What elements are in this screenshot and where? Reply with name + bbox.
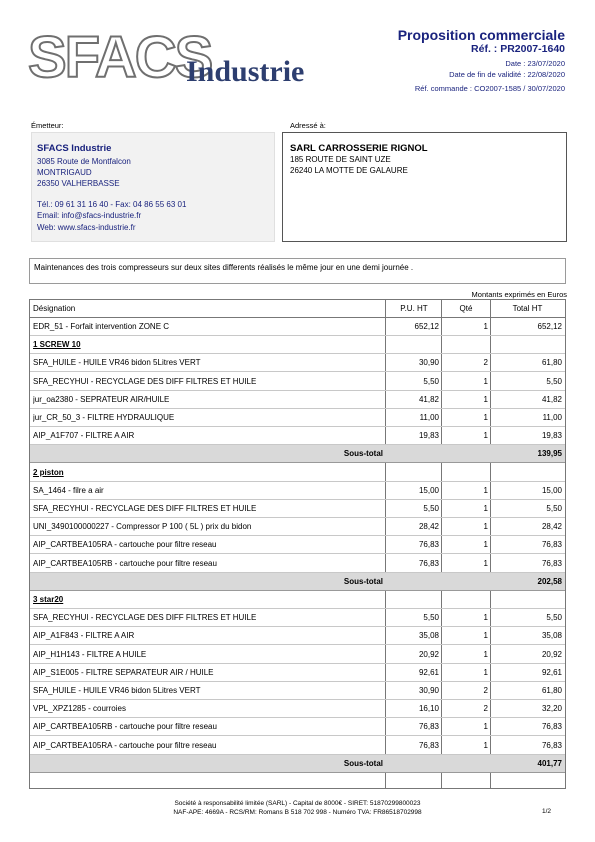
cell-designation: AIP_A1F707 - FILTRE A AIR	[33, 431, 135, 441]
subtotal-row	[30, 445, 565, 463]
cell-total: 35,08	[541, 631, 562, 641]
cell-quantity: 1	[483, 649, 488, 659]
header-unit-price: P.U. HT	[400, 304, 428, 313]
cell-quantity: 1	[483, 322, 488, 331]
validity-date: Date de fin de validité : 22/08/2020	[449, 70, 565, 79]
cell-designation: AIP_A1F843 - FILTRE A AIR	[33, 631, 135, 641]
cell-unit-price: 20,92	[418, 649, 439, 659]
issuer-website: Web: www.sfacs-industrie.fr	[37, 223, 136, 232]
cell-unit-price: 41,82	[418, 394, 439, 404]
cell-unit-price: 16,10	[418, 704, 439, 714]
cell-designation: AIP_CARTBEA105RA - cartouche pour filtre reseau	[33, 740, 217, 750]
table-row	[30, 646, 565, 664]
cell-designation: EDR_51 - Forfait intervention ZONE C	[33, 322, 170, 331]
subtotal-value: 139,95	[537, 449, 562, 459]
document-title: Proposition commerciale	[397, 27, 565, 43]
cell-unit-price: 11,00	[419, 413, 439, 422]
table-row	[30, 318, 565, 336]
cell-unit-price: 30,90	[418, 358, 439, 368]
cell-quantity: 1	[483, 504, 488, 513]
recipient-address-line: 185 ROUTE DE SAINT UZE	[290, 155, 391, 164]
cell-total: 41,82	[541, 394, 562, 404]
document-reference: Réf. : PR2007-1640	[471, 43, 565, 55]
subtotal-label: Sous-total	[343, 449, 383, 459]
subtotal-value: 401,77	[537, 758, 562, 768]
recipient-label: Adressé à:	[290, 121, 326, 130]
table-row	[30, 409, 565, 427]
page-number: 1/2	[541, 808, 551, 815]
recipient-name: SARL CARROSSERIE RIGNOL	[290, 143, 428, 154]
cell-total: 11,00	[542, 413, 562, 422]
table-row	[30, 682, 565, 700]
cell-total: 5,50	[546, 613, 562, 623]
cell-total: 76,83	[541, 722, 562, 732]
cell-unit-price: 15,00	[418, 485, 439, 495]
cell-quantity: 1	[483, 558, 488, 568]
header-total: Total HT	[512, 304, 543, 313]
cell-unit-price: 28,42	[418, 522, 439, 532]
cell-designation: AIP_H1H143 - FILTRE A HUILE	[33, 649, 147, 659]
logo-brand: SFACS	[28, 25, 212, 90]
cell-quantity: 2	[483, 704, 488, 714]
cell-unit-price: 76,83	[418, 558, 439, 568]
table-row	[30, 536, 565, 554]
cell-unit-price: 30,90	[418, 686, 439, 695]
cell-unit-price: 652,12	[414, 322, 439, 331]
section-title: 2 piston	[33, 467, 64, 477]
legal-footer	[0, 799, 595, 817]
header-designation: Désignation	[33, 304, 76, 313]
footer-line: Société à responsabilité limitée (SARL) - Capital de 8000€ - SIRET: 51870299800023	[174, 800, 421, 807]
cell-designation: SFA_RECYHUI - RECYCLAGE DES DIFF FILTRES ET HUILE	[33, 613, 257, 623]
table-row	[30, 518, 565, 536]
cell-total: 61,80	[541, 686, 562, 695]
cell-designation: SA_1464 - filre a air	[33, 485, 104, 495]
currency-note: Montants exprimés en Euros	[471, 290, 567, 299]
table-row	[30, 500, 565, 518]
cell-total: 32,20	[541, 704, 562, 714]
cell-quantity: 1	[483, 522, 488, 532]
order-reference: Réf. commande : CO2007-1585 / 30/07/2020	[414, 84, 565, 93]
subtotal-row	[30, 573, 565, 591]
cell-total: 15,00	[541, 485, 562, 495]
subtotal-value: 202,58	[537, 576, 562, 586]
document-date: Date : 23/07/2020	[505, 59, 565, 68]
cell-unit-price: 5,50	[423, 613, 439, 623]
table-row	[30, 700, 565, 718]
cell-designation: jur_oa2380 - SEPRATEUR AIR/HUILE	[33, 394, 170, 404]
cell-designation: AIP_CARTBEA105RA - cartouche pour filtre reseau	[33, 540, 217, 550]
cell-unit-price: 92,61	[418, 667, 439, 677]
cell-designation: jur_CR_50_3 - FILTRE HYDRAULIQUE	[33, 413, 175, 422]
cell-quantity: 1	[483, 431, 488, 441]
section-row	[30, 591, 565, 609]
table-row	[30, 609, 565, 627]
cell-quantity: 1	[483, 631, 488, 641]
cell-total: 76,83	[541, 558, 562, 568]
section-title: 1 SCREW 10	[33, 340, 81, 350]
table-row	[30, 427, 565, 445]
cell-designation: AIP_CARTBEA105RB - cartouche pour filtre reseau	[33, 558, 217, 568]
recipient-address-line: 26240 LA MOTTE DE GALAURE	[290, 166, 408, 175]
subtotal-row	[30, 755, 565, 773]
cell-designation: AIP_CARTBEA105RB - cartouche pour filtre reseau	[33, 722, 217, 732]
cell-total: 61,80	[541, 358, 562, 368]
cell-quantity: 1	[483, 667, 488, 677]
company-logo	[28, 25, 328, 92]
header-quantity: Qté	[459, 304, 473, 313]
cell-total: 19,83	[541, 431, 562, 441]
issuer-label: Émetteur:	[31, 121, 64, 130]
cell-designation: SFA_HUILE - HUILE VR46 bidon 5Litres VERT	[33, 358, 201, 368]
table-row	[30, 737, 565, 755]
cell-unit-price: 76,83	[418, 740, 439, 750]
cell-total: 76,83	[541, 740, 562, 750]
subtotal-label: Sous-total	[343, 758, 383, 768]
recipient-box	[282, 132, 567, 242]
cell-total: 652,12	[537, 322, 562, 331]
cell-total: 92,61	[541, 667, 562, 677]
table-row	[30, 718, 565, 736]
section-row	[30, 464, 565, 482]
cell-quantity: 1	[483, 740, 488, 750]
items-table	[29, 299, 566, 789]
cell-quantity: 1	[483, 722, 488, 732]
issuer-address-line: MONTRIGAUD	[37, 168, 92, 177]
cell-unit-price: 35,08	[418, 631, 439, 641]
cell-designation: SFA_HUILE - HUILE VR46 bidon 5Litres VERT	[33, 686, 201, 695]
subtotal-label: Sous-total	[343, 576, 383, 586]
issuer-box	[31, 132, 275, 242]
cell-quantity: 1	[483, 394, 488, 404]
table-row	[30, 482, 565, 500]
cell-quantity: 1	[483, 613, 488, 623]
table-header-row	[30, 300, 565, 318]
cell-unit-price: 76,83	[418, 722, 439, 732]
cell-quantity: 1	[483, 540, 488, 550]
cell-unit-price: 5,50	[423, 376, 439, 386]
cell-quantity: 2	[483, 686, 488, 695]
issuer-phone: Tél.: 09 61 31 16 40 - Fax: 04 86 55 63 01	[37, 200, 187, 209]
cell-designation: UNI_3490100000227 - Compressor P 100 ( 5L ) prix du bidon	[33, 522, 252, 532]
cell-quantity: 1	[483, 485, 488, 495]
cell-quantity: 1	[483, 376, 488, 386]
footer-line: NAF-APE: 4669A - RCS/RM: Romans B 518 702 998 - Numéro TVA: FR86518702998	[173, 809, 422, 816]
cell-designation: SFA_RECYHUI - RECYCLAGE DES DIFF FILTRES ET HUILE	[33, 376, 257, 386]
cell-total: 76,83	[541, 540, 562, 550]
cell-designation: AIP_S1E005 - FILTRE SEPARATEUR AIR / HUILE	[33, 667, 214, 677]
section-row	[30, 336, 565, 354]
table-row	[30, 555, 565, 573]
description-box	[29, 258, 566, 284]
cell-unit-price: 19,83	[418, 431, 439, 441]
issuer-address-line: 3085 Route de Montfalcon	[37, 157, 131, 166]
cell-total: 5,50	[546, 504, 562, 513]
cell-quantity: 2	[483, 358, 488, 368]
cell-total: 20,92	[541, 649, 562, 659]
table-row	[30, 354, 565, 372]
cell-total: 28,42	[541, 522, 562, 532]
section-title: 3 star20	[33, 595, 64, 604]
table-row	[30, 391, 565, 409]
cell-unit-price: 76,83	[418, 540, 439, 550]
table-row	[30, 627, 565, 645]
logo-suffix: Industrie	[186, 55, 305, 88]
description-text: Maintenances des trois compresseurs sur deux sites differents réalisés le même jour en une demi journée .	[34, 263, 414, 272]
issuer-email: Email: info@sfacs-industrie.fr	[37, 211, 142, 220]
cell-unit-price: 5,50	[423, 504, 439, 513]
table-row	[30, 373, 565, 391]
table-row	[30, 664, 565, 682]
cell-total: 5,50	[546, 376, 562, 386]
issuer-name: SFACS Industrie	[37, 143, 112, 154]
cell-designation: VPL_XPZ1285 - courroies	[33, 704, 126, 714]
issuer-address-line: 26350 VALHERBASSE	[37, 179, 120, 188]
cell-designation: SFA_RECYHUI - RECYCLAGE DES DIFF FILTRES ET HUILE	[33, 504, 257, 513]
cell-quantity: 1	[483, 413, 488, 422]
